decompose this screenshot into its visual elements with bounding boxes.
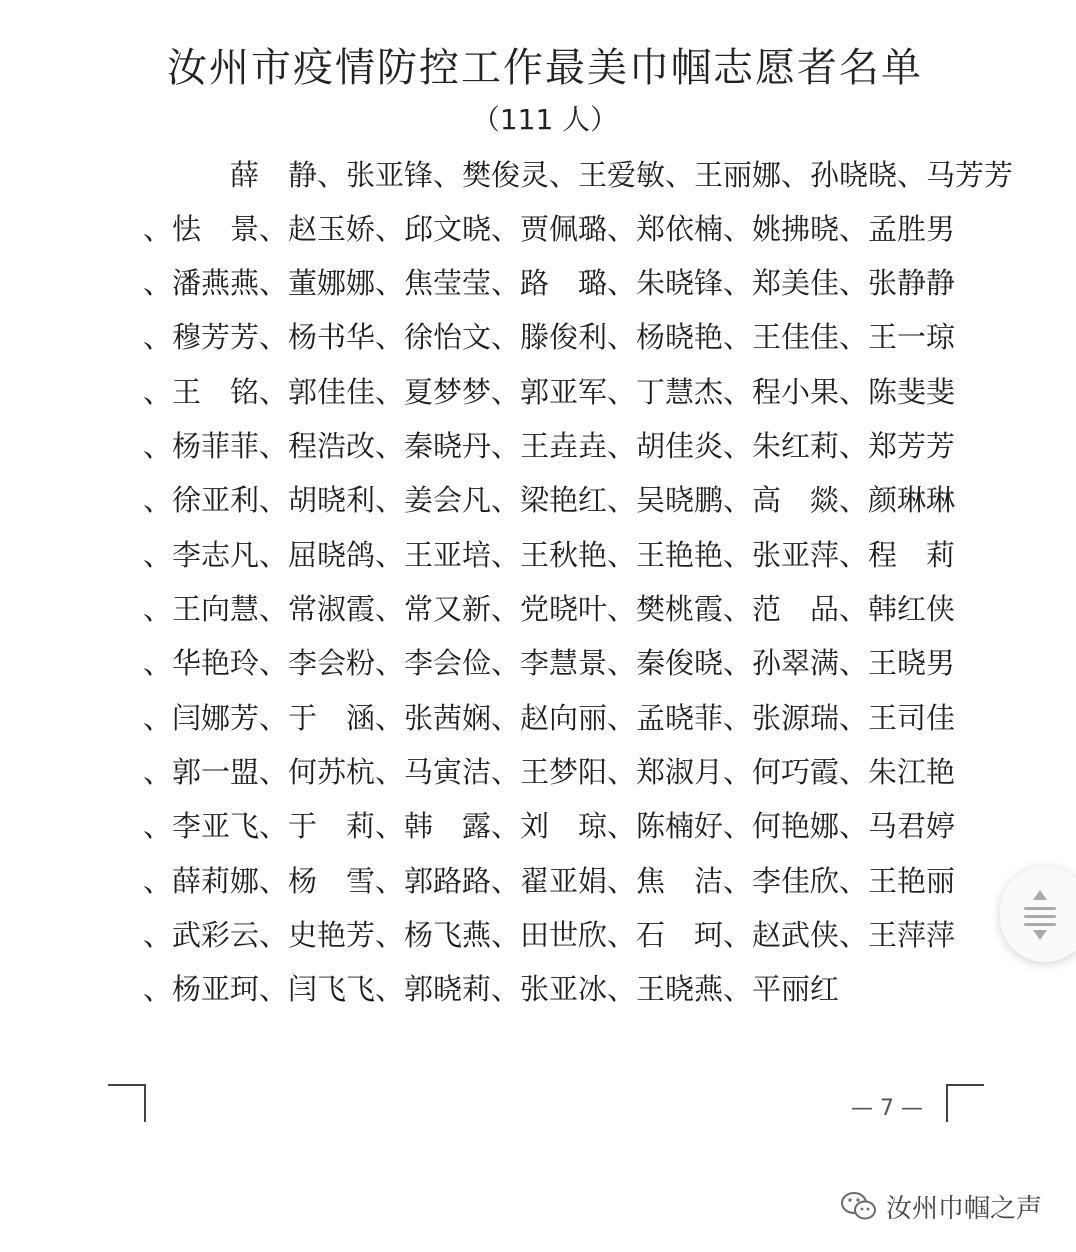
name-line: 、王向慧、常淑霞、常又新、党晓叶、樊桃霞、范 品、韩红侠 (143, 592, 956, 626)
name-line: 薛 静、张亚锋、樊俊灵、王爱敏、王丽娜、孙晓晓、马芳芳 (230, 158, 1014, 192)
name-line: 、李志凡、屈晓鸽、王亚培、王秋艳、王艳艳、张亚萍、程 莉 (143, 538, 956, 572)
name-line: 、李亚飞、于 莉、韩 露、刘 琼、陈楠好、何艳娜、马君婷 (143, 809, 956, 843)
scroll-handle-button[interactable] (1000, 866, 1076, 962)
account-watermark (840, 1186, 1042, 1226)
member-count: （111 人） (471, 103, 619, 136)
name-line: 、杨亚珂、闫飞飞、郭晓莉、张亚冰、王晓燕、平丽红 (143, 972, 840, 1006)
name-line: 、杨菲菲、程浩改、秦晓丹、王垚垚、胡佳炎、朱红莉、郑芳芳 (143, 429, 956, 463)
name-line: 、徐亚利、胡晓利、姜会凡、梁艳红、吴晓鹏、高 燚、颜琳琳 (143, 483, 956, 517)
name-line: 、穆芳芳、杨书华、徐怡文、滕俊利、杨晓艳、王佳佳、王一琼 (143, 320, 956, 354)
name-line: 、王 铭、郭佳佳、夏梦梦、郭亚军、丁慧杰、程小果、陈斐斐 (143, 375, 956, 409)
name-line: 、闫娜芳、于 涵、张茜娴、赵向丽、孟晓菲、张源瑞、王司佳 (143, 701, 956, 735)
name-line: 、潘燕燕、董娜娜、焦莹莹、路 璐、朱晓锋、郑美佳、张静静 (143, 266, 956, 300)
name-line: 、武彩云、史艳芳、杨飞燕、田世欣、石 珂、赵武侠、王萍萍 (143, 918, 956, 952)
scroll-handle-icon (1018, 884, 1062, 944)
wechat-icon (840, 1190, 878, 1222)
document-title: 汝州市疫情防控工作最美巾帼志愿者名单 (167, 45, 923, 91)
page-corner-mark-right (946, 1084, 984, 1122)
name-line: 、薛莉娜、杨 雪、郭路路、翟亚娟、焦 洁、李佳欣、王艳丽 (143, 864, 956, 898)
page-corner-mark-left (108, 1084, 146, 1122)
name-line: 、郭一盟、何苏杭、马寅洁、王梦阳、郑淑月、何巧霞、朱江艳 (143, 755, 956, 789)
name-line: 、怯 景、赵玉娇、邱文晓、贾佩璐、郑依楠、姚拂晓、孟胜男 (143, 212, 956, 246)
page-number: — 7 — (851, 1096, 923, 1121)
name-line: 、华艳玲、李会粉、李会俭、李慧景、秦俊晓、孙翠满、王晓男 (143, 646, 956, 680)
watermark-label: 汝州巾帼之声 (886, 1193, 1043, 1224)
